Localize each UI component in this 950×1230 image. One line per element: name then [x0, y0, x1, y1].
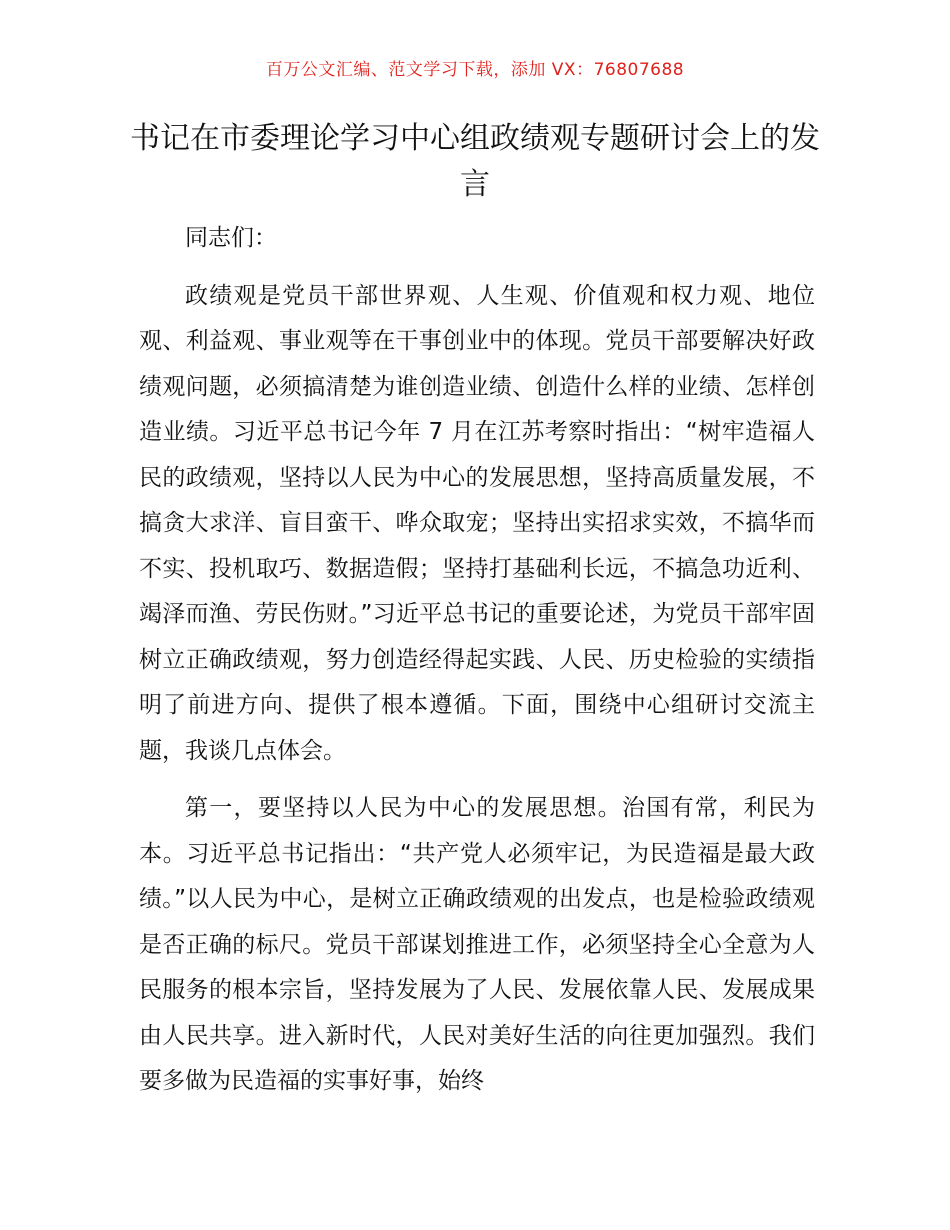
document-title: 书记在市委理论学习中心组政绩观专题研讨会上的发言 [130, 121, 820, 202]
watermark-header: 百万公文汇编、范文学习下载，添加 VX：76807688 [265, 60, 685, 80]
salutation: 同志们： [185, 225, 277, 251]
paragraph-intro: 政绩观是党员干部世界观、人生观、价值观和权力观、地位观、利益观、事业观等在干事创业中的体现。党员干部要解决好政绩观问题，必须搞清楚为谁创造业绩、创造什么样的业绩、怎样创造业绩。习近平总书记今年 7 月在江苏考察时指出：“树牢造福人民的政绩观，坚持以人民为中心的发展思想，坚持高质量发展，不搞贪大求洋、盲目蛮干、哗众取宠；坚持出实招求实效，不搞华而不实、投机取巧、数据造假；坚持打基础利长远，不搞急功近利、竭泽而渔、劳民伤财。”习近平总书记的重要论述，为党员干部牢固树立正确政绩观，努力创造经得起实践、人民、历史检验的实绩指明了前进方向、提供了根本遵循。下面，围绕中心组研讨交流主题，我谈几点体会。 [139, 282, 815, 764]
paragraph-point-one: 第一，要坚持以人民为中心的发展思想。治国有常，利民为本。习近平总书记指出：“共产党人必须牢记，为民造福是最大政绩。”以人民为中心，是树立正确政绩观的出发点，也是检验政绩观是否正确的标尺。党员干部谋划推进工作，必须坚持全心全意为人民服务的根本宗旨，坚持发展为了人民、发展依靠人民、发展成果由人民共享。进入新时代，人民对美好生活的向往更加强烈。我们要多做为民造福的实事好事，始终 [139, 795, 815, 1094]
document-body [139, 216, 815, 1105]
